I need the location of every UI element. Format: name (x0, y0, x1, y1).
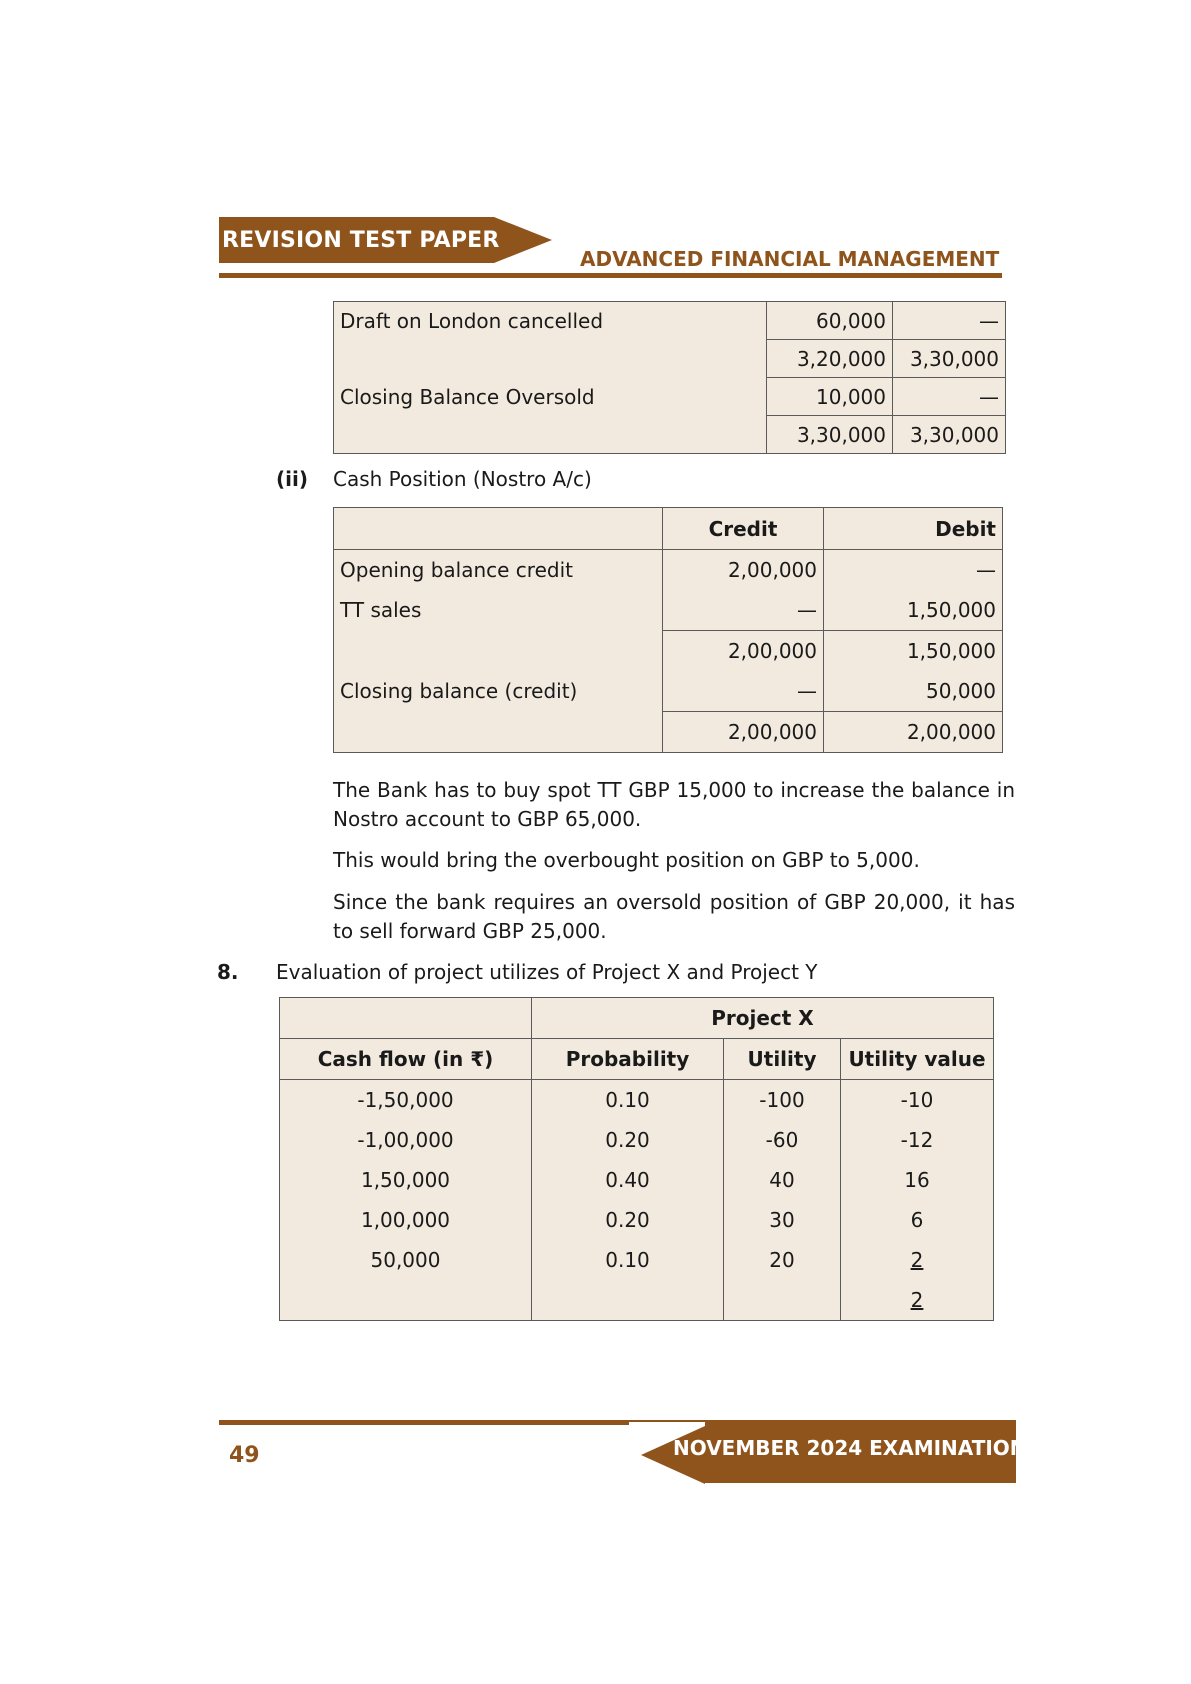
cell: 0.20 (532, 1120, 724, 1160)
table-row (334, 302, 1006, 340)
cell: 16 (841, 1160, 994, 1200)
cell: 0.10 (532, 1240, 724, 1280)
cell: 1,50,000 (824, 590, 1003, 631)
cell: 3,30,000 (893, 416, 1006, 454)
cell: 0.40 (532, 1160, 724, 1200)
column-header: Probability (532, 1039, 724, 1080)
group-header: Project X (532, 998, 994, 1039)
table-row (334, 550, 1003, 591)
column-header: Debit (824, 508, 1003, 550)
row-label: Opening balance credit (334, 550, 663, 591)
paragraph: Since the bank requires an oversold position of GBP 20,000, it has to sell forward GBP 25,000. (333, 890, 1015, 943)
table-row (280, 1080, 994, 1121)
column-header-empty (280, 998, 532, 1039)
cell: 2 (841, 1240, 994, 1280)
column-header: Credit (663, 508, 824, 550)
cell: 0.10 (532, 1080, 724, 1121)
cell: — (824, 550, 1003, 591)
cell: 0.20 (532, 1200, 724, 1240)
table-row (334, 712, 1003, 753)
page-number: 49 (229, 1443, 260, 1468)
cell: — (663, 671, 824, 712)
cell: -1,00,000 (280, 1120, 532, 1160)
table-row (334, 590, 1003, 631)
cell: 50,000 (280, 1240, 532, 1280)
cell: 60,000 (767, 302, 893, 340)
table-row (280, 1120, 994, 1160)
header-right-title: ADVANCED FINANCIAL MANAGEMENT (580, 247, 1000, 271)
cell: 2,00,000 (663, 712, 824, 753)
cell: 2,00,000 (663, 550, 824, 591)
cell: -1,50,000 (280, 1080, 532, 1121)
table-row (334, 631, 1003, 672)
paragraph: The Bank has to buy spot TT GBP 15,000 to increase the balance in Nostro account to GBP 65,000. (333, 778, 1015, 831)
cell: 1,00,000 (280, 1200, 532, 1240)
cell: -100 (724, 1080, 841, 1121)
row-label (334, 712, 663, 753)
table-header-row (334, 508, 1003, 550)
cell: 40 (724, 1160, 841, 1200)
row-label (334, 631, 663, 672)
position-table (333, 301, 1006, 454)
row-label: Draft on London cancelled (334, 302, 767, 340)
cell: 3,30,000 (767, 416, 893, 454)
section-title: Cash Position (Nostro A/c) (333, 467, 592, 491)
table-row (280, 1280, 994, 1321)
cell (280, 1280, 532, 1321)
footer-exam-title: NOVEMBER 2024 EXAMINATION (673, 1436, 1027, 1460)
column-header: Utility (724, 1039, 841, 1080)
column-header (334, 508, 663, 550)
table-row (334, 671, 1003, 712)
header-rule (219, 273, 1002, 278)
cell: 1,50,000 (280, 1160, 532, 1200)
cell: 2,00,000 (824, 712, 1003, 753)
table-row (280, 1160, 994, 1200)
footer-rule (219, 1420, 629, 1425)
cell: -12 (841, 1120, 994, 1160)
row-label (334, 340, 767, 378)
cell: 2,00,000 (663, 631, 824, 672)
header-tab-arrow (494, 217, 552, 263)
column-header: Cash flow (in ₹) (280, 1039, 532, 1080)
cell: 3,30,000 (893, 340, 1006, 378)
row-label: TT sales (334, 590, 663, 631)
cell (724, 1280, 841, 1321)
cell: 50,000 (824, 671, 1003, 712)
cell: — (893, 302, 1006, 340)
table-header-row (280, 998, 994, 1039)
cell: 3,20,000 (767, 340, 893, 378)
table-row (280, 1240, 994, 1280)
question-number: 8. (217, 960, 239, 984)
header-left-title: REVISION TEST PAPER (222, 228, 500, 253)
cell: — (663, 590, 824, 631)
cell: -60 (724, 1120, 841, 1160)
column-header: Utility value (841, 1039, 994, 1080)
cell: 30 (724, 1200, 841, 1240)
table-header-row (280, 1039, 994, 1080)
cell: 20 (724, 1240, 841, 1280)
question-title: Evaluation of project utilizes of Project X and Project Y (276, 960, 818, 984)
utility-table (279, 997, 994, 1321)
section-marker: (ii) (276, 467, 308, 491)
cell: — (893, 378, 1006, 416)
nostro-table (333, 507, 1003, 753)
paragraph: This would bring the overbought position on GBP to 5,000. (333, 848, 920, 872)
cell: -10 (841, 1080, 994, 1121)
row-label: Closing Balance Oversold (334, 378, 767, 416)
cell: 1,50,000 (824, 631, 1003, 672)
table-row (334, 378, 1006, 416)
cell: 10,000 (767, 378, 893, 416)
table-row (334, 416, 1006, 454)
table-row (334, 340, 1006, 378)
cell (532, 1280, 724, 1321)
row-label (334, 416, 767, 454)
cell: 6 (841, 1200, 994, 1240)
row-label: Closing balance (credit) (334, 671, 663, 712)
table-row (280, 1200, 994, 1240)
total-cell: 2 (841, 1280, 994, 1321)
